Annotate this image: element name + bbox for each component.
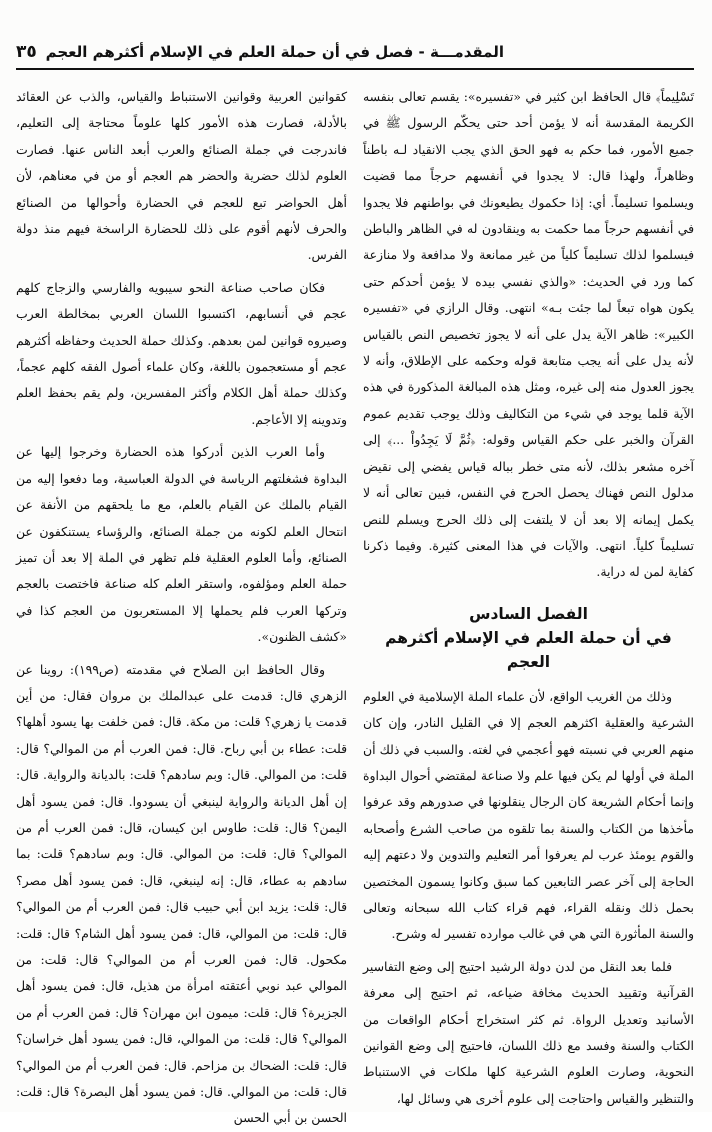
running-head [16,40,694,70]
left-paragraph-1: كقوانين العربية وقوانين الاستنباط والقياس، والذب عن العقائد بالأدلة، فصارت هذه الأمور كلها علوماً محتاجة إلى التعليم، فاندرجت في جملة الصنائع والعرب أبعد الناس عنها. فصارت العلوم لذلك حضرية والحضر هم العجم أو من في معناهم، لأن أهل الحواضر تبع للعجم في الحضارة وأحوالها من الصنائع والحرف لأنهم أقوم على ذلك للحضارة الراسخة فيهم منذ دولة الفرس. [16,89,347,263]
chapter-title: الفصل السادس [469,604,588,623]
running-head-title: المقدمـــة - فصل في أن حملة العلم في الإسلام أكثرهم العجم [45,43,504,61]
left-paragraph-2: فكان صاحب صناعة النحو سيبويه والفارسي والزجاج كلهم عجم في أنسابهم، اكتسبوا اللسان العربي بمخالطة العرب وصيروه قوانين لمن بعدهم. وكذلك حملة الحديث وحفاظه أكثرهم عجم أو مستعجمون باللغة، وكان علماء أصول الفقه كلهم عجماً، وكذلك حملة أهل الكلام وأكثر المفسرين، ولم يقم بحفظ العلم وتدوينه إلا الأعاجم. [16,279,347,427]
page-number: ٣٥ [16,42,37,62]
left-paragraph-4: وقال الحافظ ابن الصلاح في مقدمته (ص١٩٩): روينا عن الزهري قال: قدمت على عبدالملك بن مروان فقال: من أين قدمت يا زهري؟ قلت: من مكة. قال: فمن خلفت بها يسود أهلها؟ قلت: عطاء بن أبي رباح. قال: فمن العرب أم من الموالي؟ قال: قلت: من الموالي. قال: وبم سادهم؟ قلت: بالديانة والرواية. قال: إن أهل الديانة والرواية لينبغي أن يسودوا. قال: فمن يسود أهل اليمن؟ قال: قلت: طاوس ابن كيسان، قال: فمن العرب أم من الموالي؟ قال: قلت: من الموالي. قال: وبم سادهم؟ قلت: بما سادهم به عطاء، قال: إنه لينبغي، قال: فمن يسود أهل مصر؟ قال: قلت: يزيد ابن أبي حبيب قال: فمن العرب أم من الموالي؟ قال: قلت: من الموالي، قال: فمن يسود أهل الشام؟ قال: قلت: مكحول. قال: فمن العرب أم من الموالي؟ قال: قلت: من الموالي عبد نوبي أعتقته امرأة من هذيل، قال: فمن يسود أهل الجزيرة؟ قال: قلت: ميمون ابن مهران؟ قال: فمن العرب أم من الموالي؟ قال: قلت: من الموالي، قال: فمن يسود أهل خراسان؟ قال: قلت: الضحاك بن مزاحم. قال: فمن العرب أم من الموالي؟ قال: قلت: من الموالي. قال: فمن يسود أهل البصرة؟ قال: قلت: الحسن بن أبي الحسن [16,661,347,1126]
left-column [16,84,347,1126]
right-paragraph-3: فلما بعد النقل من لدن دولة الرشيد احتيج إلى وضع التفاسير القرآنية وتقييد الحديث مخافة ضياعه، ثم احتيج إلى معرفة الأسانيد وتعديل الرواة. ثم كثر استخراج أحكام الواقعات من الكتاب والسنة وفسد مع ذلك اللسان، فاحتيج إلى وضع القوانين النحوية، وصارت العلوم الشرعية كلها ملكات في الاستنباط والتنظير والقياس واحتاجت إلى علوم أخرى هي وسائل لها، [363,958,694,1106]
right-paragraph-1: تَسْلِيماً﴾ قال الحافظ ابن كثير في «تفسيره»: يقسم تعالى بنفسه الكريمة المقدسة أنه لا يؤمن أحد حتى يحكّم الرسول ﷺ في جميع الأمور، فما حكم به فهو الحق الذي يجب الانقياد لـه باطناً وظاهراً، ولهذا قال: لا يجدوا في أنفسهم حرجاً مما قضيت ويسلموا تسليماً. أي: إذا حكموك يطيعونك في بواطنهم فلا يجدوا في أنفسهم حرجاً مما حكمت به وينقادون له في الظاهر والباطن فيسلموا لذلك تسليماً كلياً من غير ممانعة ولا مدافعة ولا منازعة كما ورد في الحديث: «والذي نفسي بيده لا يؤمن أحدكم حتى يكون هواه تبعاً لما جئت بـه» انتهى. وقال الرازي في «تفسيره الكبير»: ظاهر الآية يدل على أنه لا يجوز تخصيص النص بالقياس لأنه يدل على أنه يجب متابعة قوله وحكمه على الإطلاق، وأنه لا يجوز العدول منه إلى غيره، ومثل هذه المبالغة المذكورة في هذه الآية قلما يوجد في شيء من التكاليف وذلك يوجب تقديم عموم القرآن والخبر على حكم القياس وقوله: ﴿ثُمَّ لَا يَجِدُواْ ...﴾ إلى آخره مشعر بذلك، لأنه متى خطر بباله قياس يفضي إلى نقيض مدلول النص فهناك يحصل الحرج في النفس، فبين تعالى أنه لا يكمل إيمانه إلا بعد أن لا يلتفت إلى ذلك الحرج ويسلم للنص تسليماً كلياً. انتهى. والآيات في هذا المعنى كثيرة. وفيما ذكرنا كفاية لمن له دراية. [363,89,694,580]
chapter-subtitle: في أن حملة العلم في الإسلام أكثرهم العجم [385,628,672,671]
right-column [363,84,694,1106]
left-paragraph-3: وأما العرب الذين أدركوا هذه الحضارة وخرجوا إليها عن البداوة فشغلتهم الرياسة في الدولة العباسية، وما دفعوا إليه من القيام بالملك عن القيام بالعلم، مع ما يلحقهم من الأنفة عن انتحال العلم لكونه من جملة الصنائع، والرؤساء يستنكفون عن الصنائع، وأما العلوم العقلية فلم تظهر في الملة إلا بعد أن تميز حملة العلم ومؤلفوه، واستقر العلم كله صناعة فاختصت بالعجم وتركها العرب فلم يحملها إلا المستعربون من العجم كذا في «كشف الظنون». [16,444,347,645]
chapter-heading [363,602,694,674]
right-paragraph-2: وذلك من الغريب الواقع، لأن علماء الملة الإسلامية في العلوم الشرعية والعقلية اكثرهم العجم إلا في القليل النادر، وإن كان منهم العربي في نسبته فهو أعجمي في لغته. والسبب في ذلك أن الملة في أولها لم يكن فيها علم ولا صناعة لمقتضي أحوال البداوة وإنما أحكام الشريعة كان الرجال ينقلونها في صدورهم وقد عرفوا مأخذها من الكتاب والسنة بما تلقوه من صاحب الشرع وأصحابه والقوم يومئذ عرب لم يعرفوا أمر التعليم والتدوين ولا دعتهم إليه الحاجة إلى آخر عصر التابعين كما سبق وكانوا يسمون المختصين بحمل ذلك ونقله القراء، فهم قراء كتاب الله سبحانه وتعالى والسنة المأثورة التي هي في غالب موارده تفسير له وشرح. [363,688,694,942]
